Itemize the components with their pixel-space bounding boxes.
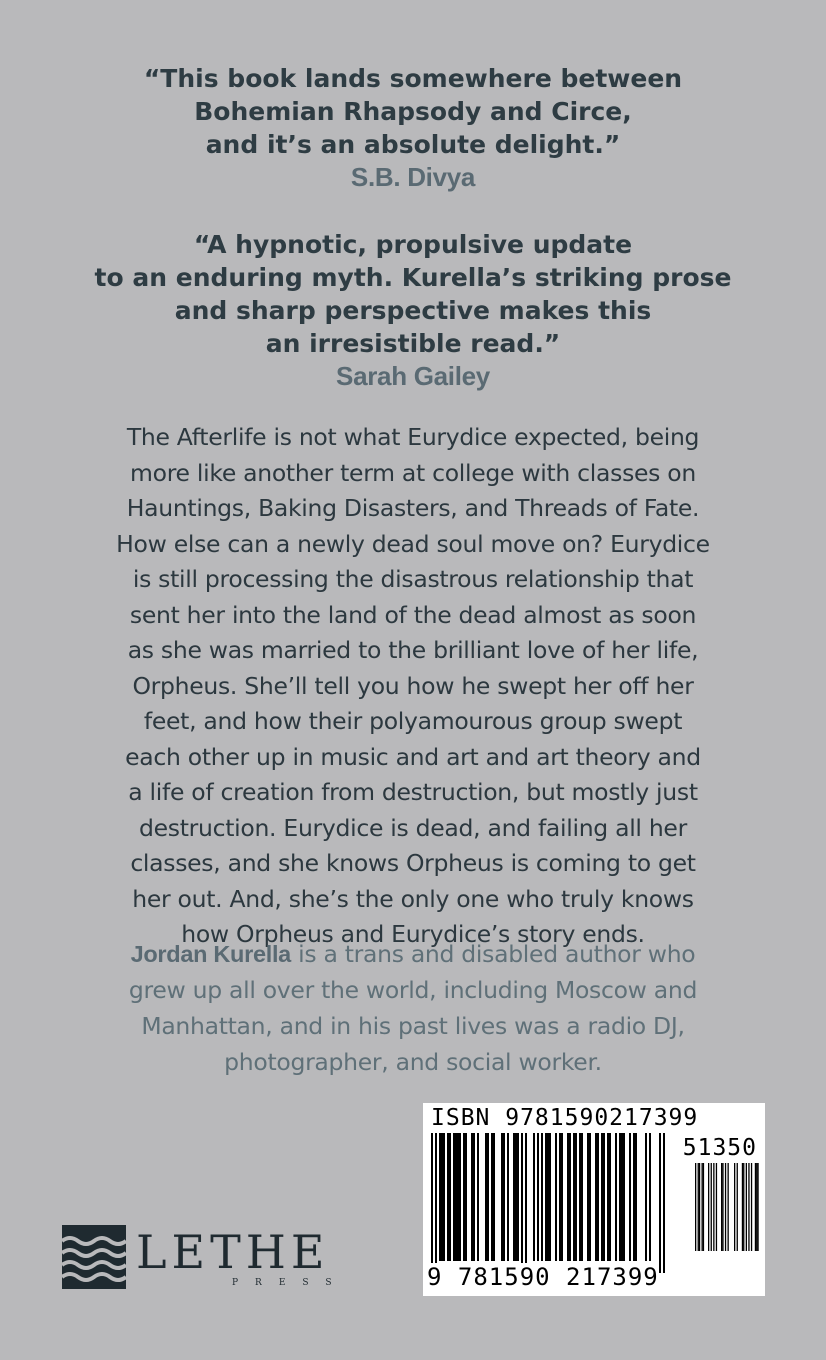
barcode-bar [615,1133,617,1261]
isbn-barcode [423,1103,765,1296]
barcode-bar [708,1163,709,1251]
barcode-bar [537,1133,539,1261]
barcode-bar [629,1133,631,1261]
blurb-line: a life of creation from destruction, but mostly just [128,778,698,806]
barcode-bar [623,1133,625,1261]
barcode-bar [645,1133,647,1261]
blurb-line: is still processing the disastrous relationship that [132,565,694,593]
ean-digits: 9 781590 217399 [427,1263,659,1291]
blurb-line: as she was married to the brilliant love of her life, [127,636,699,664]
quote-2 [0,228,826,392]
barcode-bar [601,1133,603,1261]
barcode-bar [525,1133,527,1273]
blurb-line: her out. And, she’s the only one who truly knows [132,884,694,913]
barcode-bar [569,1133,571,1261]
barcode-bar [485,1133,487,1261]
barcode-bar [595,1133,597,1261]
blurb-line: Hauntings, Baking Disasters, and Threads of Fate. [126,494,700,522]
barcode-bar [755,1163,756,1251]
barcode-bar [695,1163,696,1251]
quote-2-line: “A hypnotic, propulsive update [193,230,633,259]
blurb-line: classes, and she knows Orpheus is coming to get [130,849,696,877]
quote-2-line: to an enduring myth. Kurella’s striking prose [94,263,732,292]
bio-line: photographer, and social worker. [224,1048,602,1076]
barcode-bar [722,1163,723,1251]
barcode-bar [698,1163,699,1251]
barcode-bar [455,1133,457,1261]
book-blurb [0,420,826,953]
publisher-logo-sub: PRESS [232,1278,349,1288]
barcode-bar [501,1133,503,1261]
barcode-bar [487,1133,489,1261]
barcode-bar [545,1133,547,1261]
lethe-wave-icon [62,1225,126,1289]
price-code: 51350 [682,1135,757,1161]
blurb-line: Orpheus. She’ll tell you how he swept her off her [132,671,694,700]
barcode-bar [549,1133,551,1261]
barcode-bar [547,1133,549,1261]
barcode-bar [555,1133,557,1261]
blurb-line: How else can a newly dead soul move on? Eurydice [116,529,710,558]
barcode-bar [699,1163,700,1251]
blurb-line: sent her into the land of the dead almost as soon [129,600,697,629]
bio-line: grew up all over the world, including Moscow and [128,976,698,1004]
barcode-bar [589,1133,591,1261]
barcode-bar [621,1133,623,1261]
quote-1-line: “This book lands somewhere between [143,64,683,93]
barcode-bar [443,1133,445,1261]
barcode-bar [441,1133,443,1261]
barcode-bar [463,1133,465,1261]
quote-2-line: and sharp perspective makes this [174,296,652,325]
barcode-bar [567,1133,569,1261]
barcode-bar [603,1133,605,1261]
barcode-bar [431,1133,433,1273]
barcode-bar [713,1163,714,1251]
barcode-bar [493,1133,495,1261]
barcode-bar [746,1163,747,1251]
barcode-bar [659,1133,661,1273]
quote-1-attribution: S.B. Divya [350,162,476,192]
bio-line: Manhattan, and in his past lives was a radio DJ, [141,1012,685,1040]
barcode-bar [587,1133,589,1261]
barcode-bar [721,1163,722,1251]
barcode-bar [477,1133,479,1261]
author-bio [0,936,826,1080]
quote-1 [0,62,826,193]
barcode-bar [561,1133,563,1261]
barcode-bar [748,1163,749,1251]
barcode-bar [439,1133,441,1261]
barcode-bar [473,1133,475,1261]
bio-first-line-rest: is a trans and disabled author who [290,940,696,968]
barcode-bar [737,1163,738,1251]
barcode-bar [743,1163,744,1251]
barcode-bar [533,1133,535,1261]
blurb-line: destruction. Eurydice is dead, and failing all her [139,813,687,842]
barcode-bar [573,1133,575,1261]
barcode-bar [579,1133,581,1261]
quote-2-attribution: Sarah Gailey [336,361,490,391]
blurb-line: more like another term at college with classes on [130,458,696,487]
barcode-bar [619,1133,621,1261]
blurb-line: how Orpheus and Eurydice’s story ends. [181,920,645,948]
barcode-bar [459,1133,461,1261]
barcode-bar [559,1133,561,1261]
barcode-bar [711,1163,712,1251]
barcode-bar [457,1133,459,1261]
barcode-bar [716,1163,717,1251]
barcode-bar [513,1133,515,1261]
barcode-bar [435,1133,437,1273]
barcode-bar [465,1133,467,1261]
barcode-bar [521,1133,523,1273]
barcode-bar [751,1163,752,1251]
barcode-bar [541,1133,543,1261]
barcode-bar [725,1163,726,1251]
barcode-bar [609,1133,611,1261]
barcode-bar [649,1133,651,1261]
barcode-bar [728,1163,729,1251]
barcode-bar [517,1133,519,1261]
barcode-bar [449,1133,451,1261]
author-name: Jordan Kurella [130,941,291,967]
blurb-line: feet, and how their polyamourous group swept [143,707,683,735]
barcode-bar [756,1163,757,1251]
barcode-bar [453,1133,455,1261]
barcode-bar [491,1133,493,1261]
barcode-bar [503,1133,505,1261]
bio-line [0,936,826,972]
barcode-bar [703,1163,704,1251]
barcode-bar [702,1163,703,1251]
barcode-bar [742,1163,743,1251]
barcode-bars-main [431,1133,671,1273]
quote-1-line: Bohemian Rhapsody and Circe, [194,97,632,126]
barcode-bar [507,1133,509,1261]
barcode-bar [597,1133,599,1261]
barcode-bar [447,1133,449,1261]
barcode-bar [757,1163,758,1251]
blurb-line: The Afterlife is not what Eurydice expected, being [126,423,700,451]
barcode-bar [575,1133,577,1261]
publisher-logo-name: LETHE [136,1225,330,1279]
quote-2-line: an irresistible read.” [265,329,561,358]
blurb-line: each other up in music and art and art theory and [125,742,701,771]
barcode-bars-addon [695,1163,759,1273]
barcode-bar [581,1133,583,1261]
barcode-bar [633,1133,635,1261]
barcode-bar [635,1133,637,1261]
barcode-bar [734,1163,735,1251]
isbn-label: ISBN 9781590217399 [431,1105,699,1131]
quote-1-line: and it’s an absolute delight.” [205,130,621,159]
barcode-bar [607,1133,609,1261]
barcode-bar [515,1133,517,1261]
barcode-bar [663,1133,665,1273]
barcode-bar [471,1133,473,1261]
